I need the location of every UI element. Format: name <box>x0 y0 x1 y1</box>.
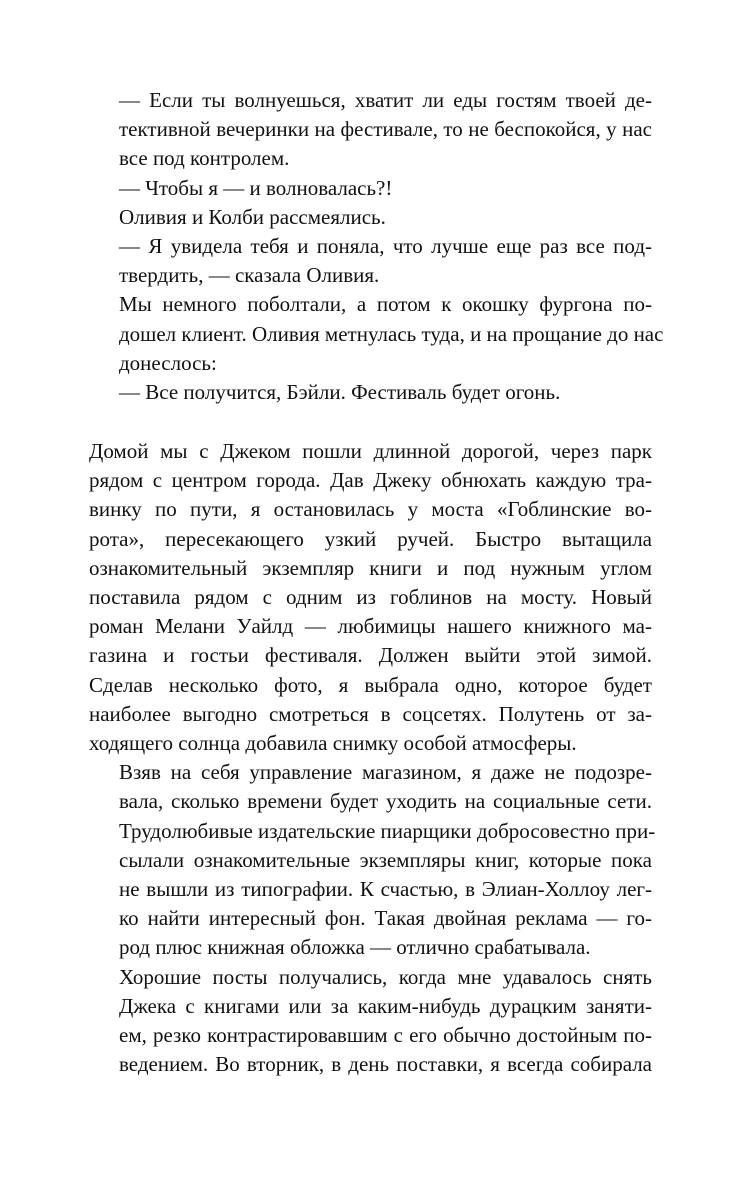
paragraph <box>89 86 652 174</box>
text-line: донеслось: <box>119 350 217 375</box>
text-line: Хорошие посты получались, когда мне удавалось снять <box>119 964 652 989</box>
dialogue-section <box>89 86 664 407</box>
text-line: — Чтобы я — и волновалась?! <box>119 175 393 200</box>
paragraph <box>89 963 652 1080</box>
text-line: дошел клиент. Оливия метнулась туда, и на прощание до нас <box>119 321 664 346</box>
text-line: газина и гостьи фестиваля. Должен выйти этой зимой. <box>89 643 652 668</box>
text-line: поставила рядом с одним из гоблинов на мосту. Новый <box>89 585 652 610</box>
text-line: не вышли из типографии. К счастью, в Элиан-Холлоу лег- <box>119 877 652 902</box>
paragraph <box>89 437 652 758</box>
text-line: Трудолюбивые издательские пиарщики добросовестно при- <box>119 818 656 843</box>
text-line: Взяв на себя управление магазином, я даже не подозре- <box>119 760 652 785</box>
text-line: наиболее выгодно смотреться в соцсетях. Полутень от за- <box>89 701 652 726</box>
text-line: ко найти интересный фон. Такая двойная реклама — го- <box>119 906 652 931</box>
text-line: Мы немного поболтали, а потом к окошку фургона по- <box>119 292 652 317</box>
text-line: вала, сколько времени будет уходить на социальные сети. <box>119 789 652 814</box>
text-line: Джека с книгами или за каким-нибудь дурацким заняти- <box>119 993 652 1018</box>
paragraph <box>89 174 652 203</box>
text-line: ходящего солнца добавила снимку особой атмосферы. <box>89 731 577 756</box>
paragraph <box>89 758 656 962</box>
text-line: ем, резко контрастировавшим с его обычно достойным по- <box>119 1023 652 1048</box>
text-line: роман Мелани Уайлд — любимицы нашего книжного ма- <box>89 614 652 639</box>
text-line: Домой мы с Джеком пошли длинной дорогой, через парк <box>89 439 652 463</box>
text-line: винку по пути, я остановилась у моста «Гоблинские во- <box>89 497 652 522</box>
text-line: — Все получится, Бэйли. Фестиваль будет огонь. <box>119 380 561 405</box>
narrative-section <box>89 437 656 1079</box>
text-line: — Если ты волнуешься, хватит ли еды гостям твоей де- <box>119 88 652 112</box>
text-line: Сделав несколько фото, я выбрала одно, которое будет <box>89 672 652 697</box>
paragraph <box>89 203 652 232</box>
text-line: сылали ознакомительные экземпляры книг, которые пока <box>119 847 652 872</box>
text-line: род плюс книжная обложка — отлично срабатывала. <box>119 935 591 960</box>
paragraph <box>89 232 652 290</box>
text-line: рота», пересекающего узкий ручей. Быстро вытащила <box>89 526 652 551</box>
paragraph <box>89 290 664 378</box>
text-line: — Я увидела тебя и поняла, что лучше еще раз все под- <box>119 234 652 259</box>
text-line: тективной вечеринки на фестивале, то не беспокойся, у нас <box>119 117 652 142</box>
text-line: все под контролем. <box>119 146 290 171</box>
paragraph <box>89 378 652 407</box>
text-line: ведением. Во вторник, в день поставки, я всегда собирала <box>119 1052 652 1077</box>
text-line: Оливия и Колби рассмеялись. <box>119 204 386 229</box>
text-line: ознакомительный экземпляр книги и под нужным углом <box>89 555 652 580</box>
text-line: твердить, — сказала Оливия. <box>119 263 380 288</box>
text-line: рядом с центром города. Дав Джеку обнюхать каждую тра- <box>89 468 652 493</box>
